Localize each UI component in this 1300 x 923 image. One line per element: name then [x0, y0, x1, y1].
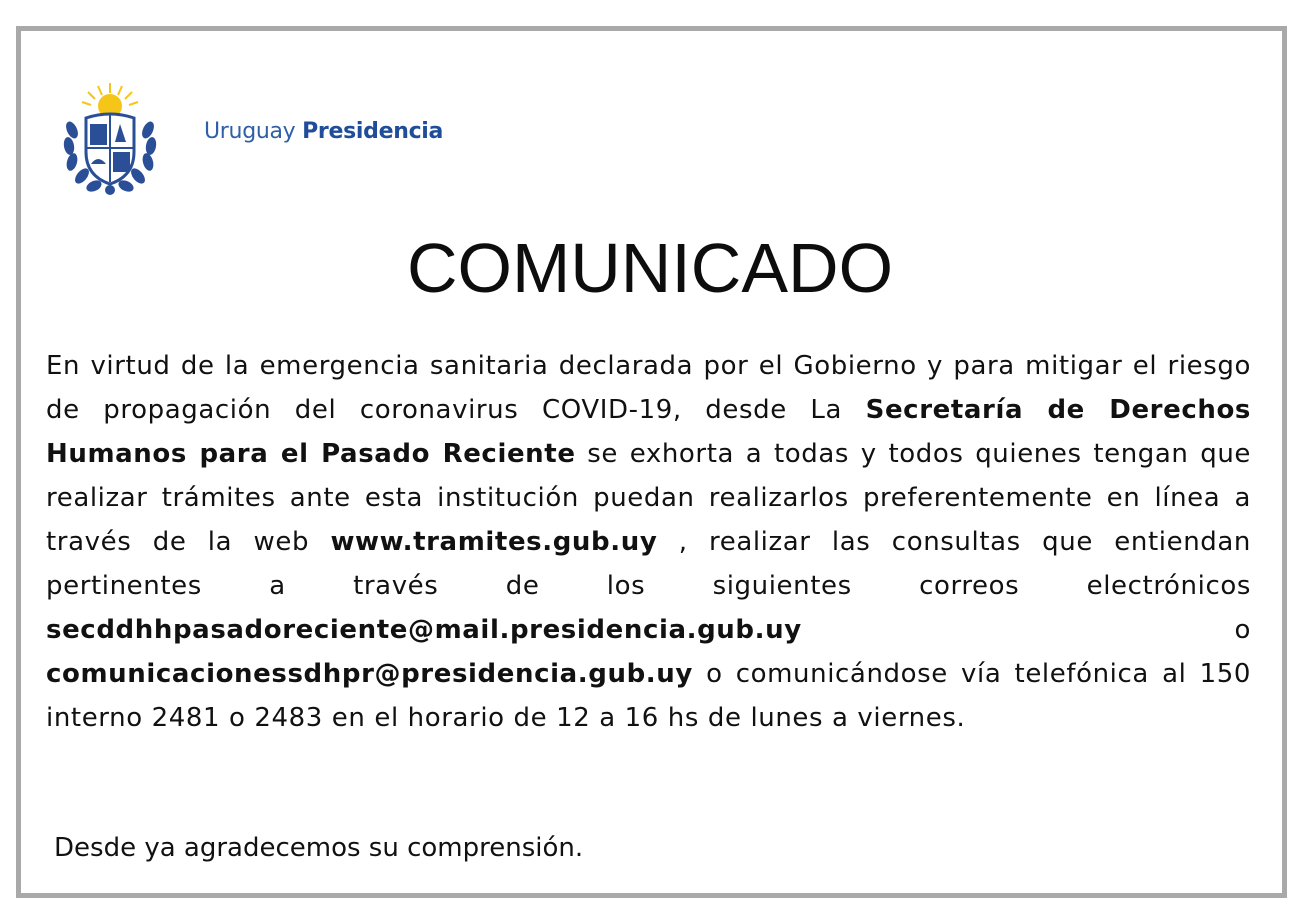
page-title: COMUNICADO	[406, 229, 894, 307]
brand-strong: Presidencia	[302, 119, 444, 144]
brand-wordmark	[204, 119, 443, 144]
org-name: Secretaría de Derechos Humanos para el Pasado Reciente	[46, 395, 1251, 469]
notice-text-4: o	[801, 615, 1251, 645]
notice-body	[46, 344, 1251, 740]
notice-text-3: , realizar las consultas que entiendan pertinentes a través de los siguientes correos electrónicos	[46, 527, 1251, 601]
email-link-1[interactable]: secddhhpasadoreciente@mail.presidencia.gub.uy	[46, 615, 802, 645]
notice-text-2: se exhorta a todas y todos quienes tengan que realizar trámites ante esta institución puedan realizarlos preferentemente en línea a través de la web	[46, 439, 1251, 557]
closing-text: Desde ya agradecemos su comprensión.	[54, 833, 584, 863]
shield-icon	[86, 114, 134, 184]
website-link[interactable]: www.tramites.gub.uy	[330, 527, 658, 557]
brand-prefix: Uruguay	[204, 119, 296, 144]
notice-text-5: o comunicándose vía telefónica al 150 interno 2481 o 2483 en el horario de 12 a 16 hs de lunes a viernes.	[46, 659, 1251, 733]
email-link-2[interactable]: comunicacionessdhpr@presidencia.gub.uy	[46, 659, 693, 689]
notice-text-1: En virtud de la emergencia sanitaria declarada por el Gobierno y para mitigar el riesgo de propagación del coronavirus COVID-19, desde La	[46, 351, 1251, 425]
uruguay-coat-of-arms-icon	[60, 80, 160, 196]
